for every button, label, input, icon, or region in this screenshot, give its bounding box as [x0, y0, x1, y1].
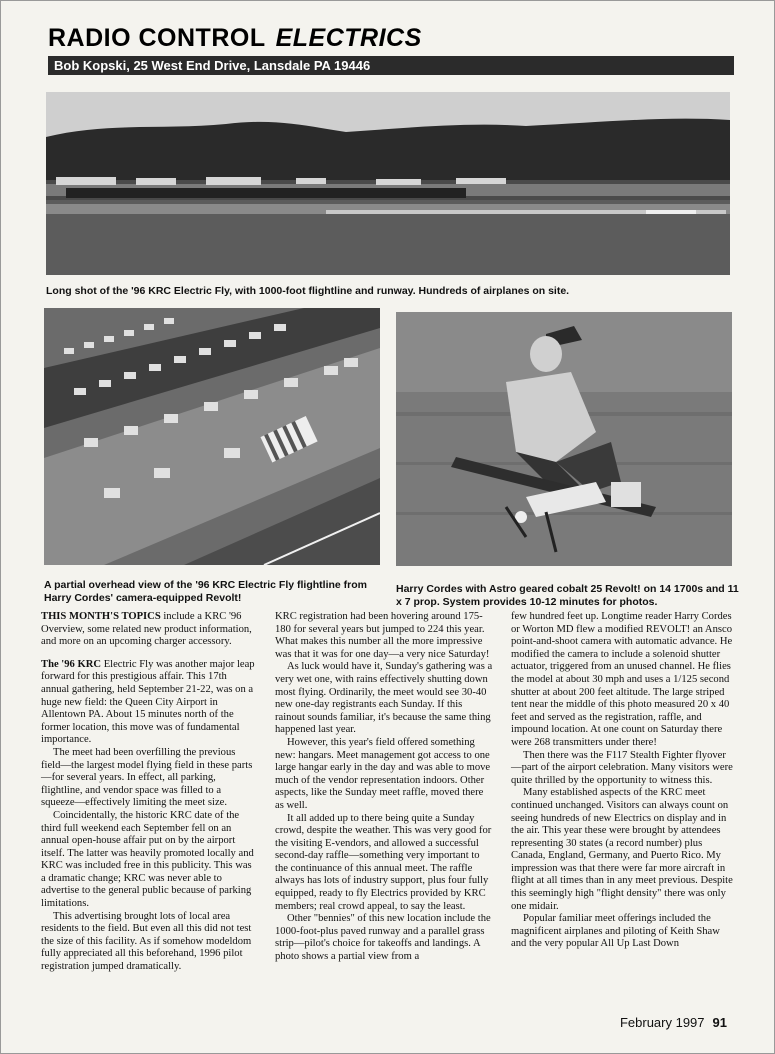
lead-in: The '96 KRC [41, 658, 102, 670]
caption-overhead-flightline: A partial overhead view of the '96 KRC Electric Fly flightline from Harry Cordes' camera-equipped Revolt! [44, 579, 368, 604]
photo-overhead-flightline [44, 308, 380, 565]
page-footer [620, 1015, 727, 1030]
caption-harry-cordes: Harry Cordes with Astro geared cobalt 25 Revolt! on 14 1700s and 11 x 7 prop. System provides 10-12 minutes for photos. [396, 583, 739, 608]
paragraph: Popular familiar meet offerings included the magnificent airplanes and piloting of Keith Shaw and the very popular All Up Last Down [511, 913, 720, 950]
paragraph: It all added up to there being quite a Sunday crowd, despite the weather. This was very good for the visiting E-vendors, and allowed a successful second-day raffle—something very important to the continuance of this annual meet. The raffle always has lots of industry support, plus four fully equipped, ready to fly Electrics provided by KRC members; real crowd appeal, to say the least. [275, 812, 492, 912]
author-byline: Bob Kopski, 25 West End Drive, Lansdale PA 19446 [48, 56, 734, 75]
photo-harry-cordes [396, 312, 732, 566]
paragraph-text: Electric Fly was another major leap forward for this prestigious affair. This 17th annual gathering, held September 21-22, was on a huge new field: the Queen City Airport in Allentown PA. About 15 minutes north of the former location, this move was of fundamental importance. [41, 658, 255, 746]
lead-in: THIS MONTH'S TOPICS [41, 611, 161, 622]
paragraph: Many established aspects of the KRC meet continued unchanged. Visitors can always count on seeing hundreds of new Electrics on display and in the air. This year these were brought by attendees representing 30 states (a record number) plus Canada, England, Germany, and Puerto Rico. My impression was that there were far more aircraft in flight at all times than in any meet previous. Despite this seemingly high "flight density" there was only one midair. [511, 787, 733, 912]
paragraph: This advertising brought lots of local area residents to the field. But even all this did not test the size of this facility. As if somehow modeldom fully appreciated all this beforehand, 1996 pilot registration jumped dramatically. [41, 910, 252, 973]
paragraph: few hundred feet up. Longtime reader Harry Cordes or Worton MD flew a modified REVOLT! an Ansco point-and-shoot camera with automatic advance. He modified the camera to include a solenoid shutter actuator, triggered from an unused channel. He flies the model at about 30 mph and uses a 1/125 second shutter at about 200 feet altitude. The large striped tent near the middle of this photo measured 20 x 40 feet and served as the registration, raffle, and impound location. At one count on Saturday there were 268 transmitters under there! [511, 611, 733, 748]
title-plain: RADIO CONTROL [48, 24, 266, 52]
page-number: 91 [712, 1015, 727, 1030]
photo-field-overview [46, 92, 730, 275]
article-column-3 [511, 611, 734, 951]
title-italic: ELECTRICS [275, 24, 422, 52]
article-column-2 [275, 611, 494, 964]
paragraph [41, 611, 257, 649]
paragraph: However, this year's field offered something new: hangars. Meet management got access to one large hangar early in the day and was able to move much of the vendor representation indoors. Other aspects, like the Sunday meet raffle, moved there as well. [275, 736, 491, 811]
paragraph-text: include a KRC '96 Overview, some related new product information, and more on an upcoming charger accessory. [41, 611, 252, 648]
paragraph: Then there was the F117 Stealth Fighter flyover—part of the airport celebration. Many visitors were quite thrilled by the opportunity to witness this. [511, 749, 733, 786]
article-column-1 [41, 611, 257, 974]
paragraph: KRC registration had been hovering around 175-180 for several years but jumped to 224 this year. What makes this number all the more impressive was that it was for one day—a very nice Saturday! [275, 611, 490, 660]
paragraph: As luck would have it, Sunday's gathering was a very wet one, with rains effectively shutting down most flying. Ordinarily, the meet would see 30-40 new one-day registrants each Sunday. If this rainout sounds familiar, it's because the same thing happened last year. [275, 661, 493, 736]
paragraph [41, 659, 257, 747]
issue-date: February 1997 [619, 1015, 705, 1030]
paragraph: Coincidentally, the historic KRC date of the third full weekend each September fell on an annual open-house affair put on by the airport itself. The latter was heavily promoted locally and KRC was included free in this publicity. This was a dramatic change; KRC was never able to advertise to the general public because of parking limitations. [41, 809, 254, 910]
paragraph: Other "bennies" of this new location include the 1000-foot-plus paved runway and a parallel grass strip—pilot's choice for takeoffs and landings. A photo shows a partial view from a [275, 913, 491, 963]
page-title [48, 24, 422, 53]
paragraph: The meet had been overfilling the previous field—the largest model flying field in these parts—for several years. In effect, all parking, flightline, and vendor space was filled to a squeeze—effectively limiting the meet size. [41, 746, 253, 809]
caption-field-overview: Long shot of the '96 KRC Electric Fly, with 1000-foot flightline and runway. Hundreds of airplanes on site. [46, 285, 570, 297]
